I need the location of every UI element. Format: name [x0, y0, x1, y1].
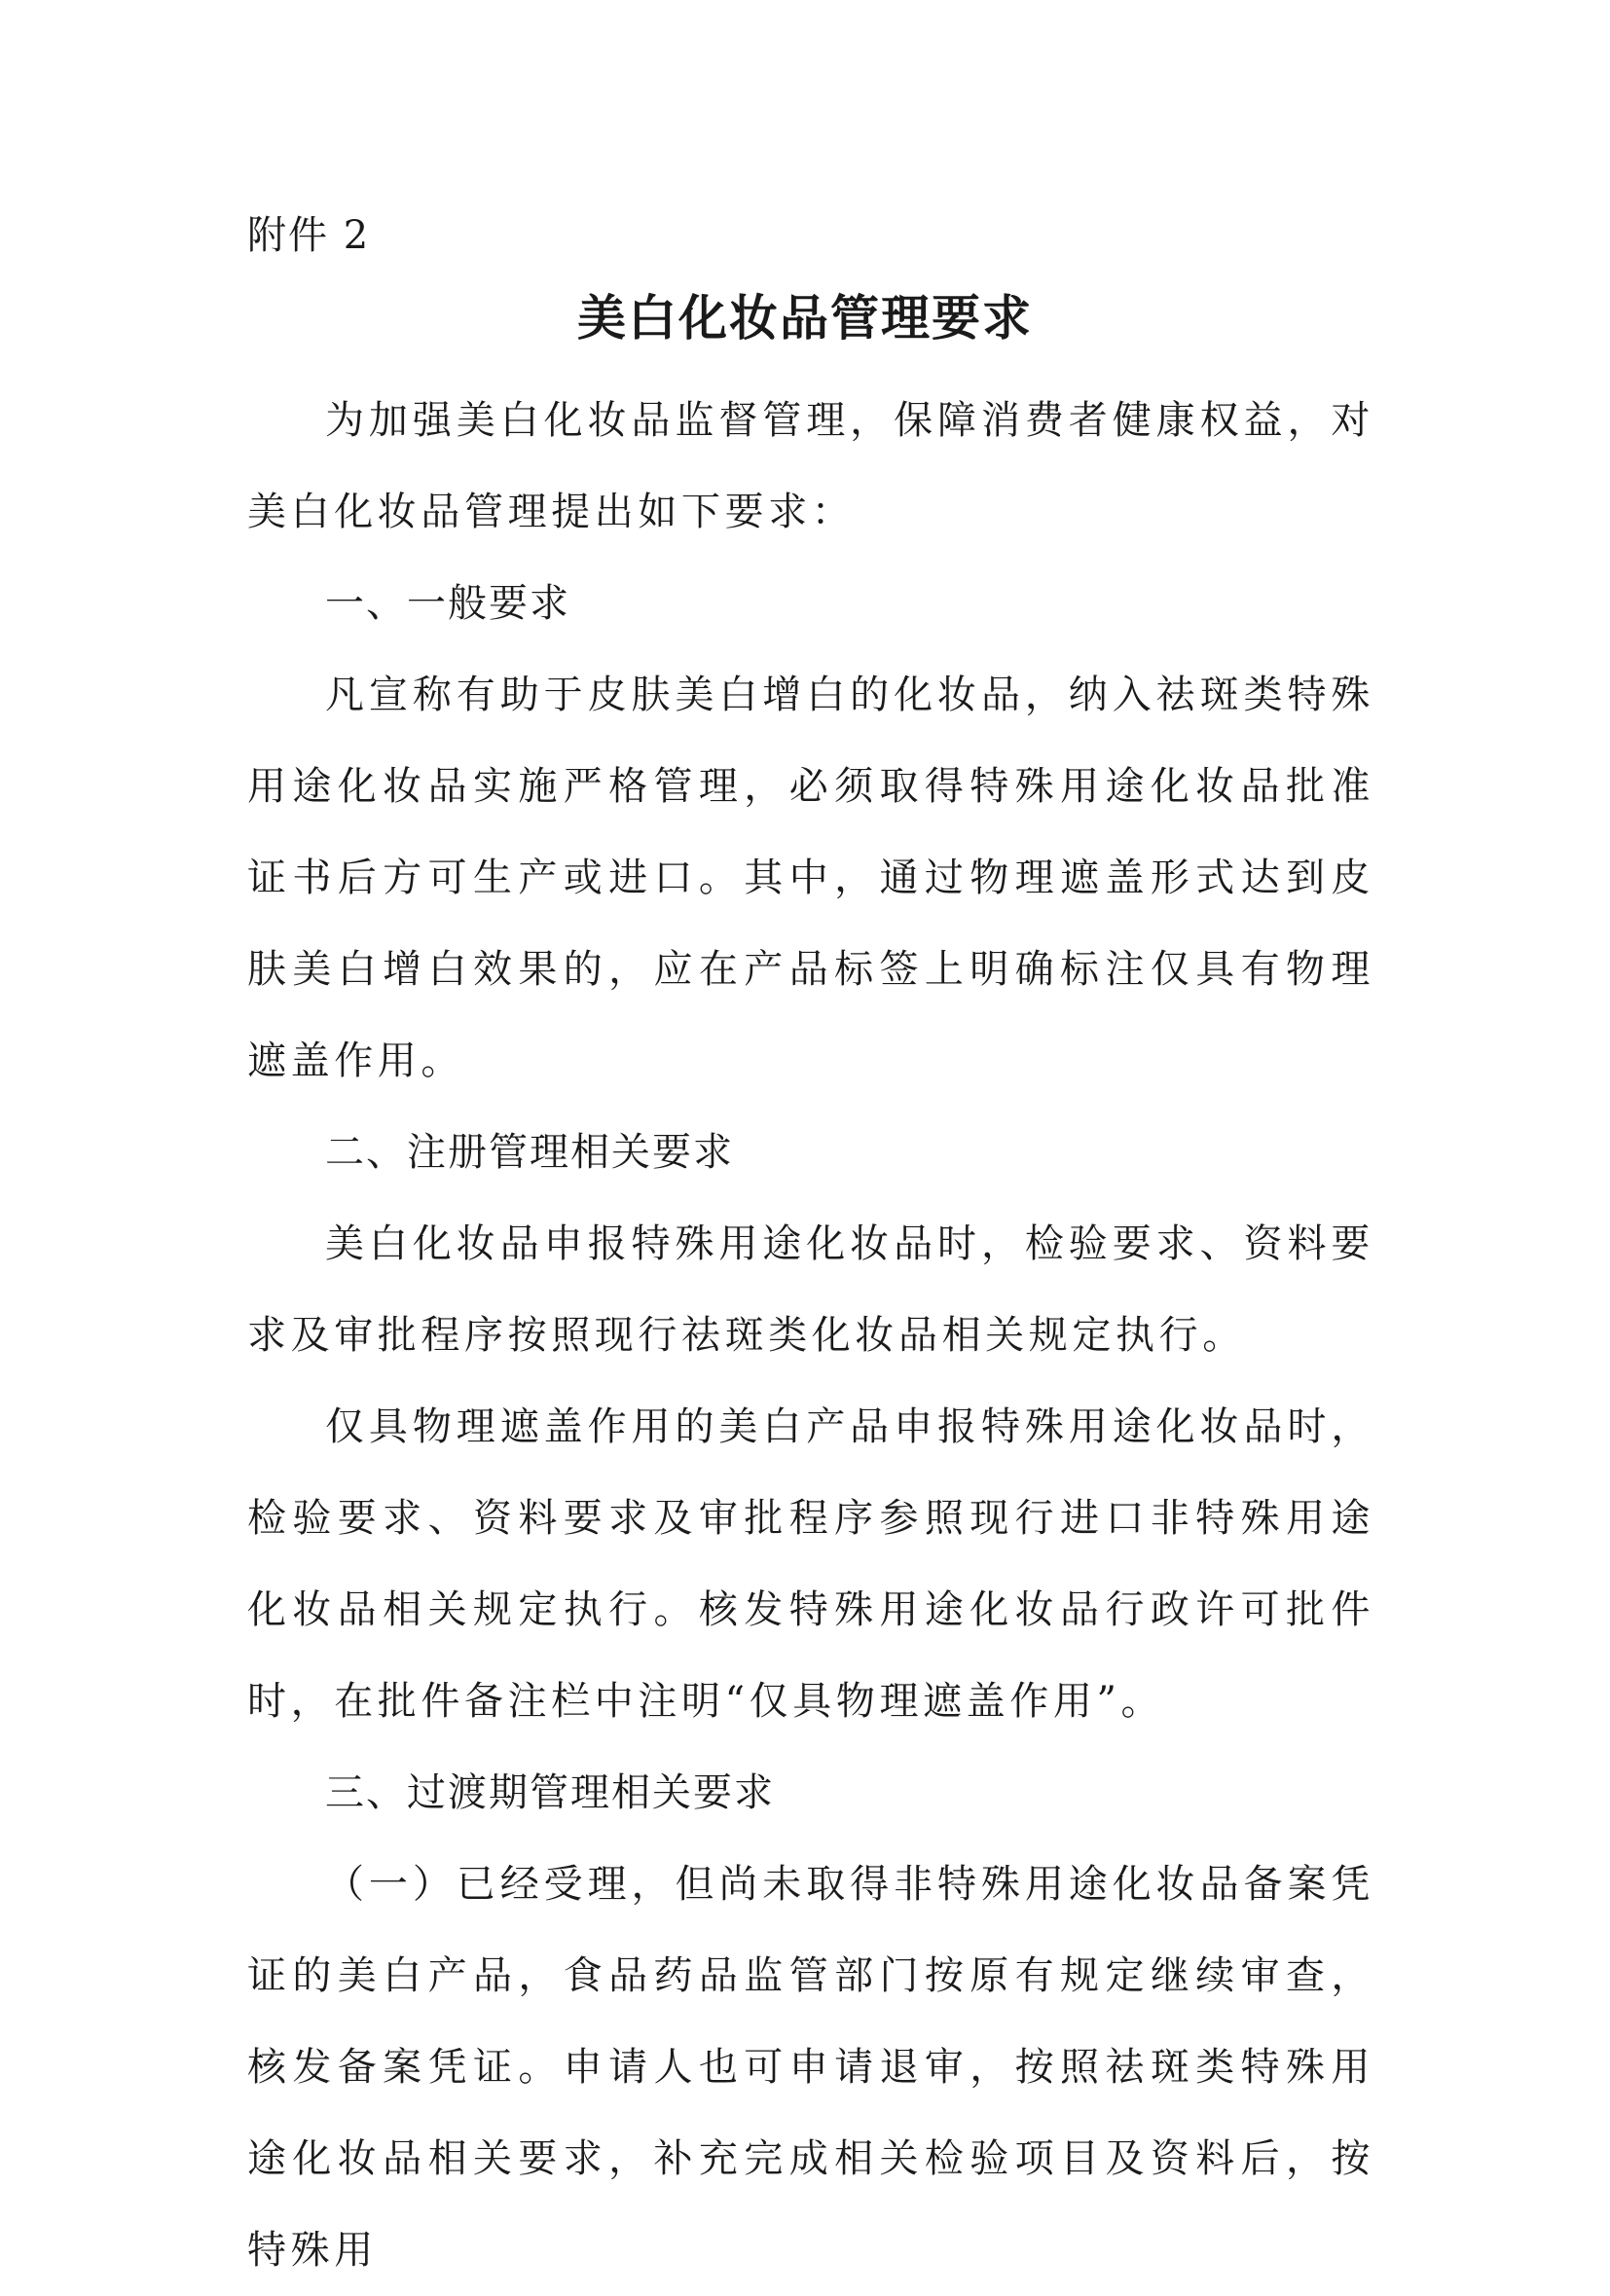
- document-title: 美白化妆品管理要求: [577, 289, 1033, 346]
- general-requirements-paragraph: 凡宣称有助于皮肤美白增白的化妆品，纳入祛斑类特殊用途化妆品实施严格管理，必须取得特殊用途化妆品批准证书后方可生产或进口。其中，通过物理遮盖形式达到皮肤美白增白效果的，应在产品标签上明确标注仅具有物理遮盖作用。: [247, 673, 1374, 1083]
- section-heading-registration: 二、注册管理相关要求: [325, 1130, 734, 1175]
- registration-paragraph-2: 仅具物理遮盖作用的美白产品申报特殊用途化妆品时，检验要求、资料要求及审批程序参照现行进口非特殊用途化妆品相关规定执行。核发特殊用途化妆品行政许可批件时，在批件备注栏中注明“仅具物理遮盖作用”。: [247, 1404, 1374, 1724]
- document-body: [247, 375, 1374, 2296]
- attachment-label: 附件 2: [247, 213, 371, 258]
- section-heading-transition: 三、过渡期管理相关要求: [325, 1770, 775, 1815]
- transition-paragraph-1: （一）已经受理，但尚未取得非特殊用途化妆品备案凭证的美白产品，食品药品监管部门按原有规定继续审查，核发备案凭证。申请人也可申请退审，按照祛斑类特殊用途化妆品相关要求，补充完成相关检验项目及资料后，按特殊用: [247, 1862, 1374, 2273]
- intro-paragraph: 为加强美白化妆品监督管理，保障消费者健康权益，对美白化妆品管理提出如下要求：: [247, 398, 1374, 534]
- registration-paragraph-1: 美白化妆品申报特殊用途化妆品时，检验要求、资料要求及审批程序按照现行祛斑类化妆品相关规定执行。: [247, 1221, 1374, 1358]
- section-heading-general: 一、一般要求: [325, 581, 570, 626]
